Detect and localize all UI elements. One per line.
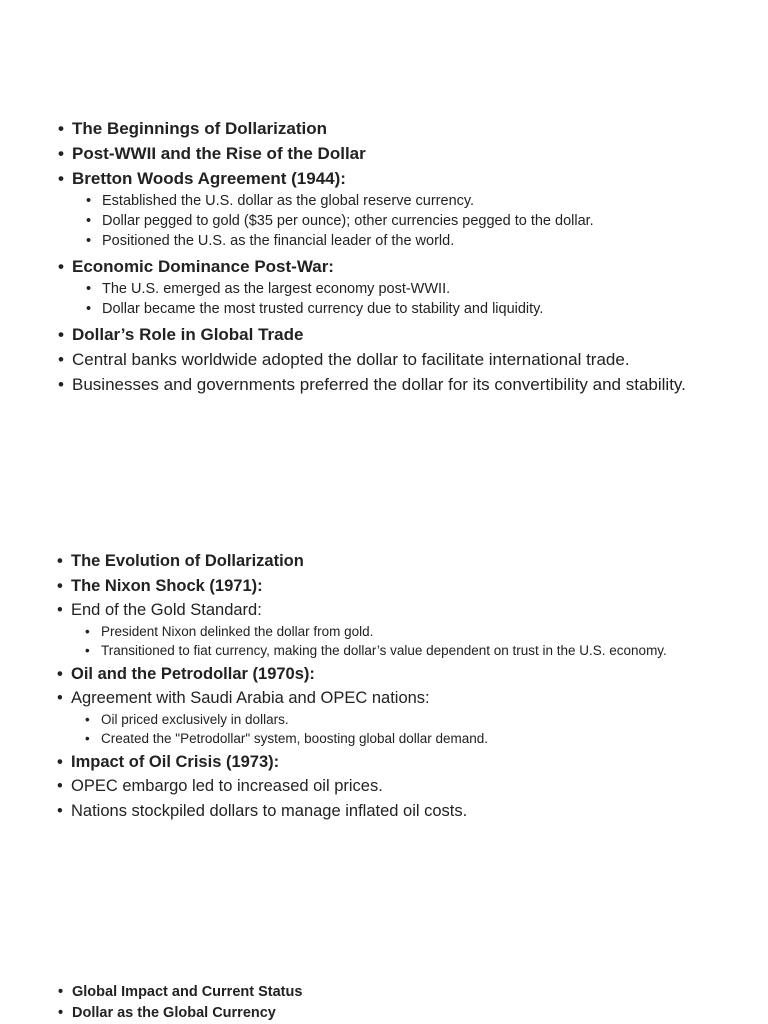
list-item <box>57 750 688 775</box>
sublist-item-text: Created the "Petrodollar" system, boosting global dollar demand. <box>101 730 489 746</box>
sublist-item-text: Positioned the U.S. as the financial leader of the world. <box>102 233 455 249</box>
list-item-text: Dollar as the Global Currency <box>72 1005 276 1021</box>
list-item-text: End of the Gold Standard: <box>71 601 262 619</box>
sublist-item-text: Established the U.S. dollar as the global reserve currency. <box>102 193 475 209</box>
list-item <box>57 598 688 623</box>
list-item <box>58 1003 728 1024</box>
section-global-impact <box>58 982 728 1024</box>
list-item <box>57 799 688 824</box>
list-item <box>58 347 728 372</box>
sublist-item-text: Dollar pegged to gold ($35 per ounce); other currencies pegged to the dollar. <box>102 213 594 229</box>
list-item-text: OPEC embargo led to increased oil prices. <box>71 777 383 795</box>
sublist-item <box>86 211 728 231</box>
bullet-list <box>57 549 688 823</box>
sublist-item <box>85 711 688 728</box>
section-beginnings <box>58 116 728 397</box>
sublist-item <box>86 299 728 319</box>
sublist-item <box>85 730 688 747</box>
list-item-text: Post-WWII and the Rise of the Dollar <box>72 144 366 163</box>
list-item <box>58 141 728 166</box>
list-item <box>57 549 688 574</box>
list-item <box>58 372 728 397</box>
list-item <box>58 982 728 1003</box>
bullet-list <box>58 116 728 397</box>
sublist-item-text: The U.S. emerged as the largest economy post-WWII. <box>102 281 451 297</box>
list-item <box>57 662 688 687</box>
list-item-text: Global Impact and Current Status <box>72 984 303 1000</box>
sublist-item <box>86 231 728 251</box>
list-item-text: Central banks worldwide adopted the dollar to facilitate international trade. <box>72 350 630 369</box>
sublist-item <box>86 191 728 211</box>
list-item-text: Agreement with Saudi Arabia and OPEC nations: <box>71 689 430 707</box>
list-item-text: Oil and the Petrodollar (1970s): <box>71 664 315 683</box>
sublist <box>57 623 688 659</box>
list-item-text: The Nixon Shock (1971): <box>71 576 263 595</box>
sublist-item <box>85 642 688 659</box>
list-item <box>58 254 728 279</box>
list-item-text: The Evolution of Dollarization <box>71 552 304 570</box>
list-item-text: The Beginnings of Dollarization <box>72 119 327 138</box>
list-item <box>57 574 688 599</box>
list-item-text: Dollar’s Role in Global Trade <box>72 325 304 344</box>
sublist <box>58 279 728 319</box>
list-item <box>58 116 728 141</box>
sublist-item-text: Transitioned to fiat currency, making the dollar’s value dependent on trust in the U.S. economy. <box>101 642 667 658</box>
sublist <box>57 711 688 747</box>
list-item <box>58 166 728 191</box>
list-item-text: Businesses and governments preferred the dollar for its convertibility and stability. <box>72 375 686 394</box>
bullet-list <box>58 982 728 1024</box>
list-item <box>57 774 688 799</box>
sublist-item-text: Dollar became the most trusted currency due to stability and liquidity. <box>102 301 544 317</box>
section-evolution <box>57 549 688 823</box>
list-item-text: Bretton Woods Agreement (1944): <box>72 169 346 188</box>
sublist-item-text: President Nixon delinked the dollar from gold. <box>101 623 374 639</box>
sublist-item <box>86 279 728 299</box>
list-item-text: Nations stockpiled dollars to manage inflated oil costs. <box>71 801 468 820</box>
list-item <box>57 686 688 711</box>
list-item-text: Impact of Oil Crisis (1973): <box>71 752 280 771</box>
sublist-item <box>85 623 688 640</box>
sublist <box>58 191 728 251</box>
list-item-text: Economic Dominance Post-War: <box>72 257 334 276</box>
list-item <box>58 322 728 347</box>
sublist-item-text: Oil priced exclusively in dollars. <box>101 711 289 727</box>
